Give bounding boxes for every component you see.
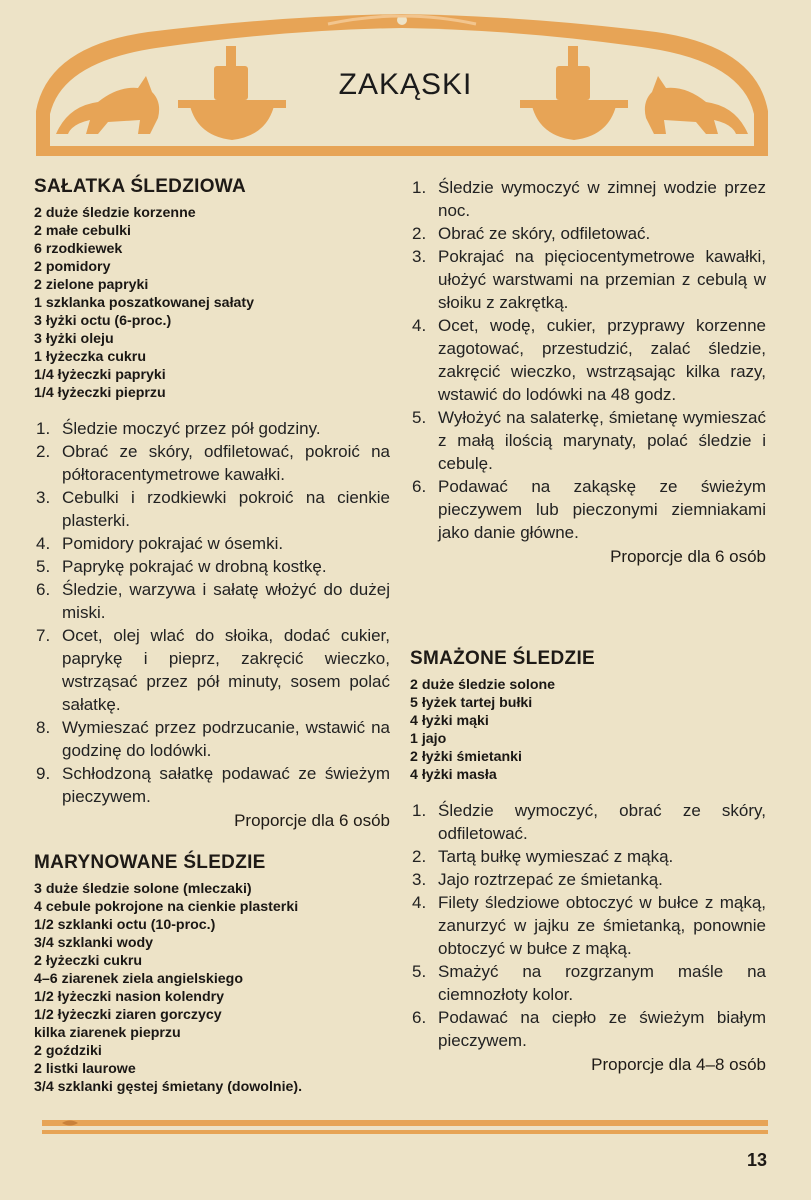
step-number: 6.: [412, 1008, 427, 1027]
proportions-note: Proporcje dla 4–8 osób: [591, 1055, 766, 1074]
ingredient-item: 2 goździki: [34, 1043, 102, 1059]
ingredient-item: 1/4 łyżeczki papryki: [34, 367, 166, 383]
step-number: 4.: [412, 316, 427, 335]
step-text: Schłodzoną sałatkę podawać ze świeżym pieczywem.: [62, 764, 390, 806]
ingredient-item: 1/2 łyżeczki ziaren gorczycy: [34, 1007, 222, 1023]
ingredient-item: 3 duże śledzie solone (mleczaki): [34, 881, 252, 897]
step-text: Filety śledziowe obtoczyć w bułce z mąką, zanurzyć w jajku ze śmietanką, ponownie obtoczyć w bułce z mąką.: [438, 893, 766, 958]
step-text: Podawać na ciepło ze świeżym białym pieczywem.: [438, 1008, 766, 1050]
step-item: [410, 176, 766, 222]
step-item: [34, 486, 390, 532]
recipe-salatka-sledziowa: [34, 176, 390, 832]
ingredient-item: 2 listki laurowe: [34, 1061, 136, 1077]
left-column: [34, 176, 390, 1096]
recipe-title: SMAŻONE ŚLEDZIE: [410, 648, 596, 669]
step-item: [410, 1006, 766, 1052]
ingredient-item: 5 łyżek tartej bułki: [410, 695, 533, 711]
step-item: [410, 845, 766, 868]
step-number: 5.: [412, 408, 427, 427]
recipe-marynowane-steps: [410, 176, 766, 568]
recipe-title: MARYNOWANE ŚLEDZIE: [34, 852, 266, 873]
step-number: 2.: [412, 224, 427, 243]
step-number: 3.: [412, 870, 427, 889]
ingredient-item: 2 łyżki śmietanki: [410, 749, 522, 765]
step-number: 7.: [36, 626, 51, 645]
proportions-note: Proporcje dla 6 osób: [234, 811, 390, 830]
step-item: [34, 417, 390, 440]
step-item: [34, 555, 390, 578]
step-item: [34, 716, 390, 762]
ingredient-item: 2 łyżeczki cukru: [34, 953, 143, 969]
ingredient-item: 1/2 szklanki octu (10-proc.): [34, 917, 216, 933]
ingredient-item: 3 łyżki octu (6-proc.): [34, 313, 172, 329]
step-text: Jajo roztrzepać ze śmietanką.: [438, 870, 663, 889]
ingredient-item: 2 małe cebulki: [34, 223, 131, 239]
step-text: Podawać na zakąskę ze świeżym pieczywem lub pieczonymi ziemniakami jako danie główne.: [438, 477, 766, 542]
step-text: Wymieszać przez podrzucanie, wstawić na godzinę do lodówki.: [62, 718, 390, 760]
step-text: Śledzie wymoczyć w zimnej wodzie przez noc.: [438, 178, 766, 220]
step-text: Śledzie, warzywa i sałatę włożyć do dużej miski.: [62, 580, 390, 622]
ingredient-item: 2 zielone papryki: [34, 277, 149, 293]
step-text: Wyłożyć na salaterkę, śmietanę wymieszać z małą ilością marynaty, polać śledzie i cebulę.: [438, 408, 766, 473]
recipe-smazone-sledzie: [410, 648, 766, 1076]
footer-divider: [42, 1118, 768, 1138]
step-list: [410, 176, 766, 544]
step-number: 8.: [36, 718, 51, 737]
ingredient-item: 6 rzodkiewek: [34, 241, 123, 257]
ingredient-item: 1 jajo: [410, 731, 447, 747]
step-item: [34, 578, 390, 624]
ingredient-item: 4–6 ziarenek ziela angielskiego: [34, 971, 243, 987]
page-title: ZAKĄSKI: [338, 68, 473, 101]
ingredient-item: 4 łyżki masła: [410, 767, 497, 783]
proportions-note: Proporcje dla 6 osób: [610, 547, 766, 566]
step-text: Ocet, wodę, cukier, przyprawy korzenne zagotować, przestudzić, zalać śledzie, zakręcić wieczko, wstrząsając kilka razy, wstawić do lodówki na 48 godz.: [438, 316, 766, 404]
ingredient-item: 2 pomidory: [34, 259, 111, 275]
step-number: 1.: [36, 419, 51, 438]
step-number: 4.: [412, 893, 427, 912]
step-number: 3.: [412, 247, 427, 266]
step-number: 1.: [412, 178, 427, 197]
ingredient-list: [34, 880, 390, 1096]
step-item: [410, 799, 766, 845]
page-number: 13: [746, 1150, 767, 1170]
step-text: Pokrajać na pięciocentymetrowe kawałki, ułożyć warstwami na przemian z cebulą w słoiku z zakrętką.: [438, 247, 766, 312]
step-list: [410, 799, 766, 1052]
ingredient-item: 3/4 szklanki gęstej śmietany (dowolnie).: [34, 1079, 303, 1095]
step-item: [410, 868, 766, 891]
step-text: Śledzie wymoczyć, obrać ze skóry, odfiletować.: [438, 801, 766, 843]
step-number: 1.: [412, 801, 427, 820]
step-list: [34, 417, 390, 808]
step-text: Paprykę pokrajać w drobną kostkę.: [62, 557, 327, 576]
step-number: 2.: [36, 442, 51, 461]
step-item: [410, 222, 766, 245]
step-text: Obrać ze skóry, odfiletować.: [438, 224, 651, 243]
step-text: Cebulki i rzodkiewki pokroić na cienkie plasterki.: [62, 488, 390, 530]
step-item: [34, 440, 390, 486]
step-item: [410, 960, 766, 1006]
step-item: [410, 891, 766, 960]
recipe-marynowane-sledzie: [34, 852, 390, 1096]
ingredient-item: 4 łyżki mąki: [410, 713, 489, 729]
ingredient-item: 1/4 łyżeczki pieprzu: [34, 385, 166, 401]
step-text: Tartą bułkę wymieszać z mąką.: [438, 847, 674, 866]
step-text: Ocet, olej wlać do słoika, dodać cukier, paprykę i pieprz, zakręcić wieczko, wstrząsać przez pół minuty, sosem polać sałatkę.: [62, 626, 390, 714]
ingredient-item: 1 łyżeczka cukru: [34, 349, 146, 365]
footer-ornament: [42, 1118, 768, 1138]
step-item: [410, 245, 766, 314]
ingredient-item: 4 cebule pokrojone na cienkie plasterki: [34, 899, 299, 915]
step-text: Obrać ze skóry, odfiletować, pokroić na półtoracentymetrowe kawałki.: [62, 442, 390, 484]
step-number: 9.: [36, 764, 51, 783]
ingredient-item: 2 duże śledzie solone: [410, 677, 556, 693]
step-number: 4.: [36, 534, 51, 553]
ingredient-item: 2 duże śledzie korzenne: [34, 205, 196, 221]
ingredient-item: 3/4 szklanki wody: [34, 935, 154, 951]
recipe-title: SAŁATKA ŚLEDZIOWA: [34, 176, 246, 197]
ingredient-list: [34, 204, 390, 402]
step-number: 3.: [36, 488, 51, 507]
step-item: [410, 314, 766, 406]
step-text: Smażyć na rozgrzanym maśle na ciemnozłoty kolor.: [438, 962, 766, 1004]
ingredient-item: 3 łyżki oleju: [34, 331, 114, 347]
right-column: [410, 176, 766, 1076]
step-number: 5.: [36, 557, 51, 576]
step-number: 5.: [412, 962, 427, 981]
step-item: [34, 762, 390, 808]
step-text: Śledzie moczyć przez pół godziny.: [62, 419, 321, 438]
step-item: [410, 406, 766, 475]
step-number: 2.: [412, 847, 427, 866]
ingredient-list: [410, 676, 766, 784]
step-number: 6.: [412, 477, 427, 496]
step-text: Pomidory pokrajać w ósemki.: [62, 534, 284, 553]
step-number: 6.: [36, 580, 51, 599]
ingredient-item: kilka ziarenek pieprzu: [34, 1025, 181, 1041]
step-item: [34, 624, 390, 716]
step-item: [34, 532, 390, 555]
ingredient-item: 1/2 łyżeczki nasion kolendry: [34, 989, 225, 1005]
step-item: [410, 475, 766, 544]
ingredient-item: 1 szklanka poszatkowanej sałaty: [34, 295, 255, 311]
